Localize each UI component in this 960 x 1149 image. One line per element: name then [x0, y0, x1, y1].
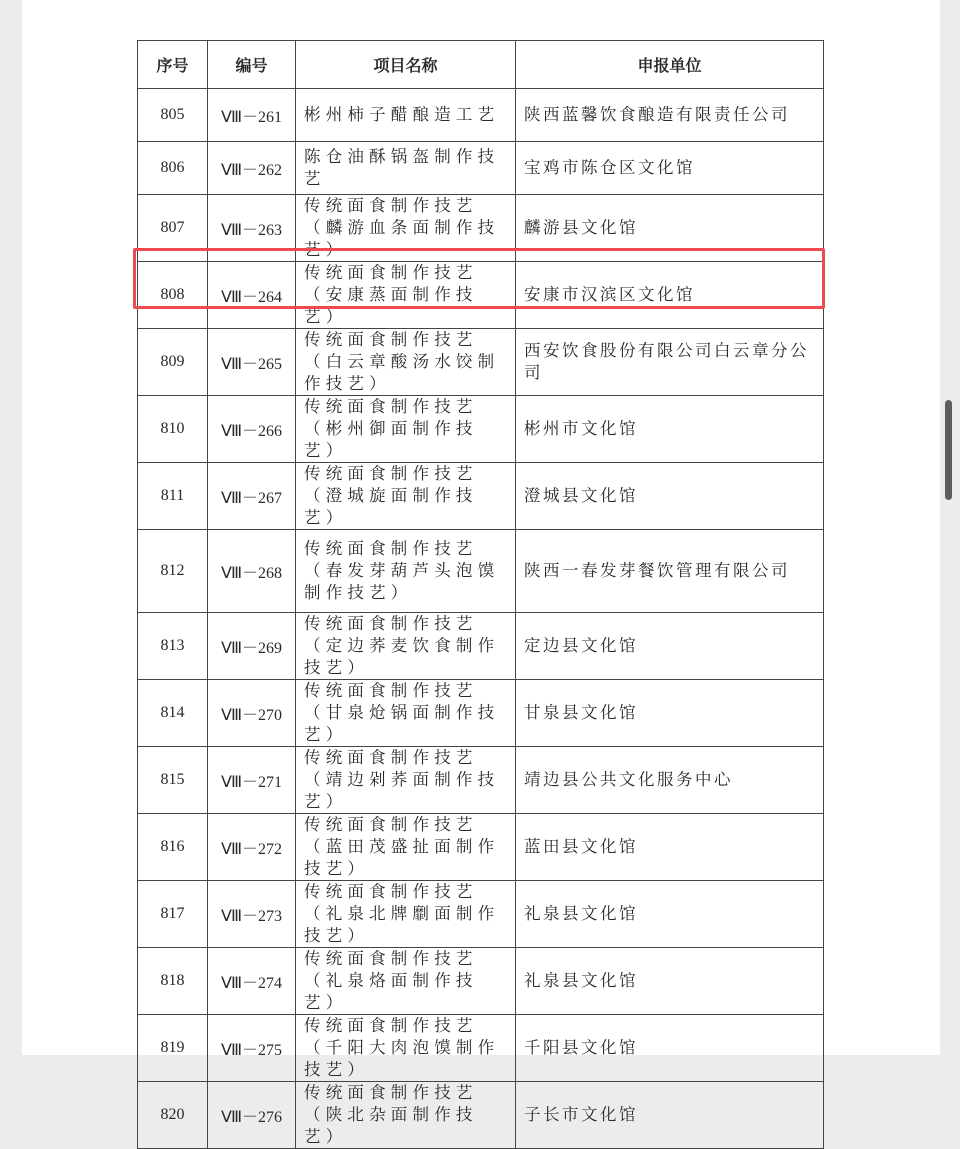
cell-name: 彬州柿子醋酿造工艺 — [296, 89, 516, 142]
table-row — [138, 463, 824, 530]
header-name: 项目名称 — [296, 41, 516, 89]
cell-name: 传统面食制作技艺（白云章酸汤水饺制作技艺） — [296, 329, 516, 396]
cell-code: Ⅷ－272 — [208, 814, 296, 881]
cell-num: 806 — [138, 142, 208, 195]
cell-unit: 澄城县文化馆 — [516, 463, 824, 530]
table-row — [138, 329, 824, 396]
cell-name: 传统面食制作技艺（春发芽葫芦头泡馍制作技艺） — [296, 530, 516, 613]
cell-name: 传统面食制作技艺（安康蒸面制作技艺） — [296, 262, 516, 329]
cell-num: 815 — [138, 747, 208, 814]
table-row — [138, 680, 824, 747]
table-row — [138, 1015, 824, 1082]
cell-unit: 甘泉县文化馆 — [516, 680, 824, 747]
cell-code: Ⅷ－265 — [208, 329, 296, 396]
cell-code: Ⅷ－274 — [208, 948, 296, 1015]
cell-unit: 礼泉县文化馆 — [516, 948, 824, 1015]
cell-name: 传统面食制作技艺（麟游血条面制作技艺） — [296, 195, 516, 262]
cell-name: 传统面食制作技艺（礼泉烙面制作技艺） — [296, 948, 516, 1015]
cell-unit: 安康市汉滨区文化馆 — [516, 262, 824, 329]
cell-code: Ⅷ－263 — [208, 195, 296, 262]
cell-code: Ⅷ－275 — [208, 1015, 296, 1082]
cell-name: 传统面食制作技艺（甘泉炝锅面制作技艺） — [296, 680, 516, 747]
header-unit: 申报单位 — [516, 41, 824, 89]
cell-num: 817 — [138, 881, 208, 948]
cell-unit: 麟游县文化馆 — [516, 195, 824, 262]
cell-name: 传统面食制作技艺（礼泉北牌劘面制作技艺） — [296, 881, 516, 948]
table-row — [138, 142, 824, 195]
header-seq: 序号 — [138, 41, 208, 89]
cell-code: Ⅷ－271 — [208, 747, 296, 814]
cell-num: 812 — [138, 530, 208, 613]
cell-unit: 宝鸡市陈仓区文化馆 — [516, 142, 824, 195]
cell-name: 传统面食制作技艺（陕北杂面制作技艺） — [296, 1082, 516, 1149]
cell-unit: 定边县文化馆 — [516, 613, 824, 680]
cell-code: Ⅷ－262 — [208, 142, 296, 195]
cell-name: 陈仓油酥锅盔制作技艺 — [296, 142, 516, 195]
highlight-box — [133, 248, 825, 309]
cell-unit: 西安饮食股份有限公司白云章分公司 — [516, 329, 824, 396]
cell-unit: 子长市文化馆 — [516, 1082, 824, 1149]
table-row — [138, 530, 824, 613]
table-header — [138, 41, 824, 89]
table-row — [138, 613, 824, 680]
cell-unit: 靖边县公共文化服务中心 — [516, 747, 824, 814]
cell-unit: 陕西一春发芽餐饮管理有限公司 — [516, 530, 824, 613]
cell-num: 807 — [138, 195, 208, 262]
cell-code: Ⅷ－270 — [208, 680, 296, 747]
cell-num: 814 — [138, 680, 208, 747]
cell-num: 811 — [138, 463, 208, 530]
cell-code: Ⅷ－266 — [208, 396, 296, 463]
cell-num: 819 — [138, 1015, 208, 1082]
cell-num: 818 — [138, 948, 208, 1015]
cell-unit: 礼泉县文化馆 — [516, 881, 824, 948]
cell-code: Ⅷ－268 — [208, 530, 296, 613]
scrollbar-thumb[interactable] — [945, 400, 952, 500]
cell-code: Ⅷ－267 — [208, 463, 296, 530]
cell-unit: 千阳县文化馆 — [516, 1015, 824, 1082]
cell-name: 传统面食制作技艺（定边荞麦饮食制作技艺） — [296, 613, 516, 680]
heritage-table — [137, 40, 824, 1149]
table-row — [138, 948, 824, 1015]
cell-unit: 彬州市文化馆 — [516, 396, 824, 463]
table-row — [138, 396, 824, 463]
cell-num: 808 — [138, 262, 208, 329]
cell-name: 传统面食制作技艺（靖边剁荞面制作技艺） — [296, 747, 516, 814]
cell-num: 820 — [138, 1082, 208, 1149]
cell-num: 816 — [138, 814, 208, 881]
cell-name: 传统面食制作技艺（澄城旋面制作技艺） — [296, 463, 516, 530]
cell-code: Ⅷ－269 — [208, 613, 296, 680]
cell-name: 传统面食制作技艺（彬州御面制作技艺） — [296, 396, 516, 463]
cell-code: Ⅷ－261 — [208, 89, 296, 142]
cell-num: 813 — [138, 613, 208, 680]
cell-unit: 陕西蓝馨饮食酿造有限责任公司 — [516, 89, 824, 142]
table-row — [138, 747, 824, 814]
cell-num: 805 — [138, 89, 208, 142]
cell-name: 传统面食制作技艺（蓝田茂盛扯面制作技艺） — [296, 814, 516, 881]
cell-num: 810 — [138, 396, 208, 463]
cell-unit: 蓝田县文化馆 — [516, 814, 824, 881]
cell-code: Ⅷ－276 — [208, 1082, 296, 1149]
table-row — [138, 1082, 824, 1149]
cell-num: 809 — [138, 329, 208, 396]
cell-code: Ⅷ－273 — [208, 881, 296, 948]
header-code: 编号 — [208, 41, 296, 89]
cell-name: 传统面食制作技艺（千阳大肉泡馍制作技艺） — [296, 1015, 516, 1082]
table-row — [138, 89, 824, 142]
cell-code: Ⅷ－264 — [208, 262, 296, 329]
table-row — [138, 814, 824, 881]
table-row — [138, 881, 824, 948]
